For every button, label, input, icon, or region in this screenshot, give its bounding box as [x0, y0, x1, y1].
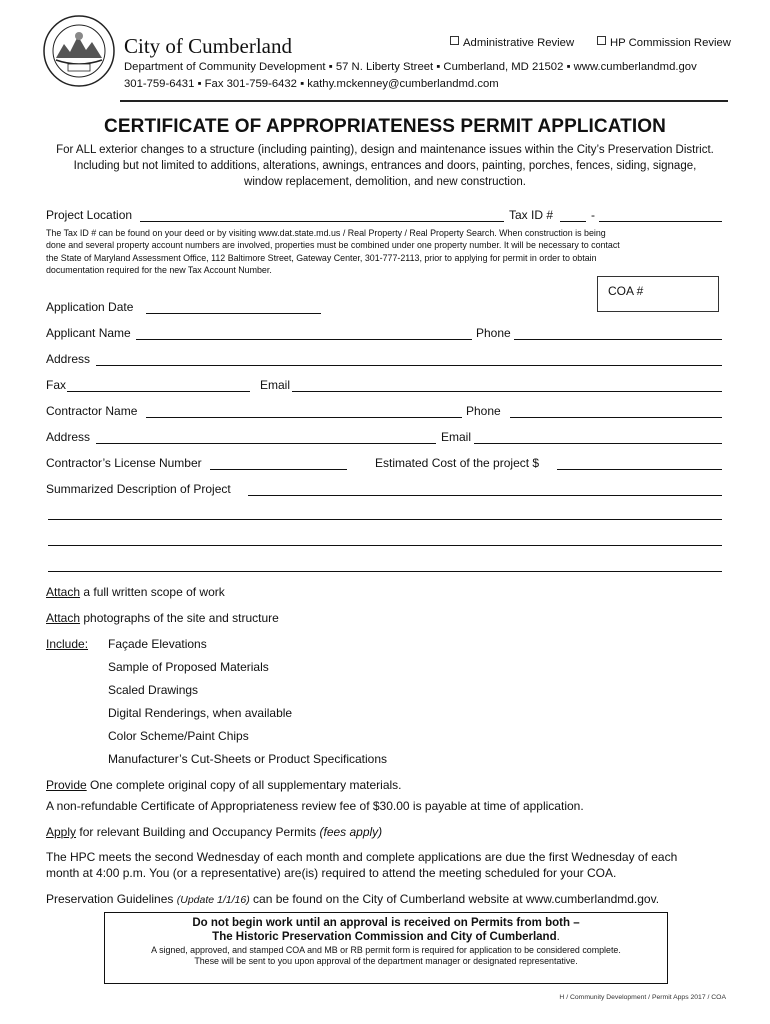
department-contact: 301-759-6431 ▪ Fax 301-759-6432 ▪ kathy.mckenney@cumberlandmd.com [124, 78, 499, 90]
tax-id-label: Tax ID # [509, 208, 554, 222]
approval-notice-box [104, 912, 668, 984]
contractor-email-field[interactable] [474, 429, 722, 444]
project-location-label: Project Location [46, 208, 133, 222]
apply-word: Apply [46, 825, 77, 839]
application-date-label: Application Date [46, 300, 134, 314]
project-description-line[interactable] [48, 545, 722, 546]
project-description-line[interactable] [48, 519, 722, 520]
checkbox-icon [597, 36, 606, 45]
fees-apply-note: (fees apply) [319, 825, 383, 839]
include-item: Façade Elevations [108, 637, 207, 651]
tax-id-number-field[interactable] [599, 207, 722, 222]
applicant-phone-field[interactable] [514, 325, 722, 340]
apply-text [46, 825, 382, 839]
contractor-phone-field[interactable] [510, 403, 722, 418]
include-item: Manufacturer’s Cut-Sheets or Product Specifications [108, 752, 388, 766]
include-item: Digital Renderings, when available [108, 706, 293, 720]
include-item: Sample of Proposed Materials [108, 660, 269, 674]
application-date-field[interactable] [146, 299, 321, 314]
intro-text [40, 142, 730, 190]
fax-field[interactable] [67, 377, 250, 392]
header-divider [120, 100, 728, 102]
guidelines-text [46, 892, 659, 906]
applicant-name-label: Applicant Name [46, 326, 131, 340]
hp-commission-review-checkbox[interactable] [597, 36, 731, 49]
project-description-field[interactable] [248, 481, 722, 496]
intro-line: For ALL exterior changes to a structure (including painting), design and maintenance issues within the City’s Preservation District. [56, 144, 714, 156]
attach-word: Attach [46, 585, 81, 599]
contractor-license-field[interactable] [210, 455, 347, 470]
department-address: Department of Community Development ▪ 57 N. Liberty Street ▪ Cumberland, MD 21502 ▪ www.cumberlandmd.gov [124, 61, 697, 73]
page-title: CERTIFICATE OF APPROPRIATENESS PERMIT APPLICATION [104, 116, 666, 137]
applicant-name-field[interactable] [136, 325, 472, 340]
notice-subheading-text: The Historic Preservation Commission and City of Cumberland [212, 931, 557, 943]
intro-line: Including but not limited to additions, alterations, awnings, entrances and doors, painting, porches, fences, siding, signage, [73, 160, 697, 172]
contractor-address-label: Address [46, 430, 91, 444]
contractor-license-label: Contractor’s License Number [46, 456, 202, 470]
tax-id-dash: - [591, 208, 595, 222]
hp-commission-review-label: HP Commission Review [610, 37, 731, 49]
provide-text [46, 778, 402, 792]
applicant-address-label: Address [46, 352, 91, 366]
hpc-meeting-text: The HPC meets the second Wednesday of each month and complete applications are due the first Wednesday of each [46, 850, 678, 864]
applicant-phone-label: Phone [476, 326, 511, 340]
fee-text: A non-refundable Certificate of Appropriateness review fee of $30.00 is payable at time of application. [46, 799, 584, 813]
tax-id-note [46, 227, 730, 277]
estimated-cost-label: Estimated Cost of the project $ [375, 456, 540, 470]
attach-word: Attach [46, 611, 81, 625]
city-seal-icon [42, 14, 116, 88]
coa-number-box[interactable] [597, 276, 719, 312]
guidelines-update-note: (Update 1/1/16) [176, 894, 250, 906]
project-description-label: Summarized Description of Project [46, 482, 231, 496]
contractor-phone-label: Phone [466, 404, 501, 418]
guidelines-tail: can be found on the City of Cumberland website at www.cumberlandmd.gov. [249, 892, 660, 906]
provide-rest: One complete original copy of all supplementary materials. [86, 778, 402, 792]
city-title: City of Cumberland [124, 34, 292, 58]
guidelines-lead: Preservation Guidelines [46, 892, 177, 906]
contractor-name-field[interactable] [146, 403, 462, 418]
attach-scope-rest: a full written scope of work [80, 585, 225, 599]
project-location-field[interactable] [140, 207, 504, 222]
attach-photos-text [46, 611, 279, 625]
email-field[interactable] [292, 377, 722, 392]
include-item: Color Scheme/Paint Chips [108, 729, 249, 743]
estimated-cost-field[interactable] [557, 455, 722, 470]
checkbox-icon [450, 36, 459, 45]
coa-number-label: COA # [608, 284, 644, 298]
tax-id-note-line: done and several property account numbers are involved, properties must be combined under one property number. It will be necessary to contact [46, 240, 620, 251]
notice-detail: These will be sent to you upon approval of the department manager or designated representative. [194, 956, 578, 966]
email-label: Email [260, 378, 291, 392]
administrative-review-label: Administrative Review [463, 37, 575, 49]
tax-id-note-line: the State of Maryland Assessment Office, 112 Baltimore Street, Gateway Center, 301-777-2113, prior to applying for permit in order to obtain [46, 252, 597, 263]
attach-scope-text [46, 585, 225, 599]
notice-heading: Do not begin work until an approval is received on Permits from both – [192, 917, 580, 929]
provide-word: Provide [46, 778, 87, 792]
apply-rest: for relevant Building and Occupancy Permits [76, 825, 320, 839]
project-description-line[interactable] [48, 571, 722, 572]
administrative-review-checkbox[interactable] [450, 36, 574, 49]
attach-photos-rest: photographs of the site and structure [80, 611, 279, 625]
include-item: Scaled Drawings [108, 683, 199, 697]
hpc-meeting-text: month at 4:00 p.m. You (or a representative) are(is) required to attend the meeting scheduled for your COA. [46, 866, 617, 880]
fax-label: Fax [46, 378, 67, 392]
notice-subheading-period: . [556, 931, 560, 943]
tax-id-prefix-field[interactable] [560, 207, 586, 222]
tax-id-note-line: The Tax ID # can be found on your deed or by visiting www.dat.state.md.us / Real Property / Real Property Search. When construction is being [46, 228, 606, 238]
include-label: Include: [46, 637, 89, 651]
notice-subheading [105, 931, 667, 943]
footer-path: H / Community Development / Permit Apps 2017 / COA [559, 994, 726, 1001]
notice-detail: A signed, approved, and stamped COA and MB or RB permit form is required for application to be considered complete. [151, 945, 621, 955]
contractor-address-field[interactable] [96, 429, 436, 444]
tax-id-note-line: documentation required for the new Tax Account Number. [46, 265, 272, 276]
applicant-address-field[interactable] [96, 351, 722, 366]
contractor-name-label: Contractor Name [46, 404, 138, 418]
contractor-email-label: Email [441, 430, 472, 444]
intro-line: window replacement, demolition, and new construction. [244, 176, 526, 188]
